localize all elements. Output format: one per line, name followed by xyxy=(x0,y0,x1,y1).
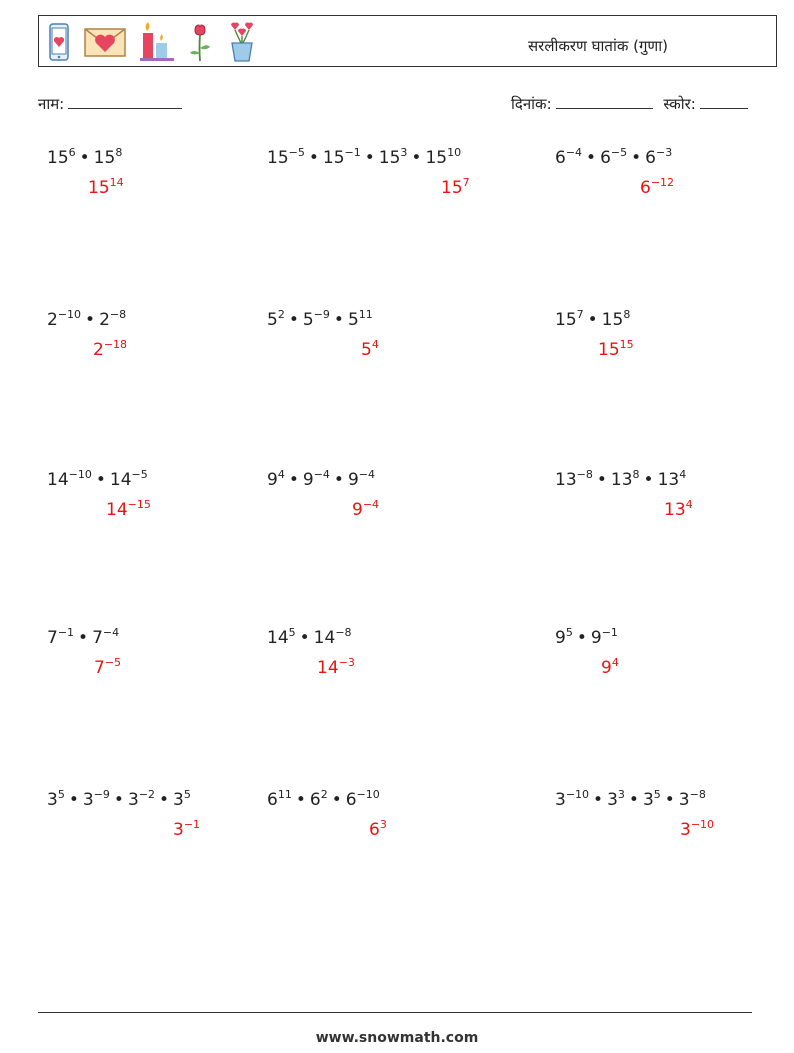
exponent: −8 xyxy=(109,308,127,321)
exponent: −5 xyxy=(288,146,305,159)
power-term xyxy=(602,310,631,330)
multiply-dot: • xyxy=(643,470,654,490)
problem-8 xyxy=(267,470,375,490)
base: 15 xyxy=(93,148,116,168)
power-term xyxy=(93,340,127,360)
exponent: −8 xyxy=(335,626,352,639)
power-term xyxy=(346,790,380,810)
answer-1 xyxy=(88,178,124,198)
exponent: 8 xyxy=(623,308,631,321)
exponent: −1 xyxy=(183,818,201,831)
power-term xyxy=(348,310,373,330)
multiply-dot: • xyxy=(331,790,342,810)
power-term xyxy=(591,628,618,648)
multiply-dot: • xyxy=(576,628,587,648)
multiply-dot: • xyxy=(158,790,170,810)
base: 9 xyxy=(267,470,278,490)
answer-11 xyxy=(317,658,355,678)
answer-2 xyxy=(441,178,470,198)
problem-4 xyxy=(47,310,126,330)
power-term xyxy=(664,500,693,520)
base: 9 xyxy=(347,470,359,490)
power-term xyxy=(555,148,582,168)
base: 3 xyxy=(127,790,139,810)
power-term xyxy=(379,148,408,168)
problem-10 xyxy=(47,628,119,648)
exponent: 5 xyxy=(183,788,191,801)
power-term xyxy=(267,148,305,168)
exponent: −10 xyxy=(356,788,380,801)
power-term xyxy=(645,148,672,168)
score-label: स्कोर: xyxy=(663,95,696,113)
header-icons xyxy=(47,20,259,64)
base: 6 xyxy=(640,178,651,198)
base: 7 xyxy=(92,628,103,648)
base: 14 xyxy=(47,470,69,490)
power-term xyxy=(267,310,285,330)
power-term xyxy=(47,470,92,490)
date-label: दिनांक: xyxy=(511,95,552,113)
power-term xyxy=(679,790,706,810)
base: 14 xyxy=(267,628,289,648)
problem-14 xyxy=(267,790,380,810)
rose-icon xyxy=(187,21,213,63)
exponent: 3 xyxy=(617,788,625,801)
base: 3 xyxy=(82,790,94,810)
power-term xyxy=(47,790,65,810)
base: 9 xyxy=(302,470,314,490)
exponent: 5 xyxy=(288,626,296,639)
base: 5 xyxy=(347,310,359,330)
base: 15 xyxy=(267,148,289,168)
base: 9 xyxy=(352,500,363,520)
name-label: नाम: xyxy=(38,95,65,113)
multiply-dot: • xyxy=(288,310,299,330)
exponent: −1 xyxy=(601,626,618,639)
exponent: −4 xyxy=(362,498,380,511)
base: 3 xyxy=(173,790,184,810)
power-term xyxy=(348,470,375,490)
exponent: 4 xyxy=(685,498,693,511)
answer-10 xyxy=(94,658,121,678)
answer-5 xyxy=(361,340,379,360)
date-blank[interactable] xyxy=(556,94,653,109)
exponent: −10 xyxy=(690,818,715,831)
base: 6 xyxy=(555,148,566,168)
exponent: −15 xyxy=(127,498,151,511)
exponent: 7 xyxy=(462,176,470,189)
multiply-dot: • xyxy=(308,148,319,168)
exponent: −3 xyxy=(655,146,673,159)
multiply-dot: • xyxy=(333,470,344,490)
power-term xyxy=(173,790,191,810)
base: 2 xyxy=(93,340,104,360)
base: 15 xyxy=(598,340,620,360)
base: 14 xyxy=(106,500,128,520)
power-term xyxy=(99,310,126,330)
exponent: −1 xyxy=(57,626,75,639)
power-term xyxy=(441,178,470,198)
power-term xyxy=(110,470,148,490)
exponent: −12 xyxy=(650,176,675,189)
power-term xyxy=(607,790,625,810)
power-term xyxy=(303,470,330,490)
answer-3 xyxy=(640,178,674,198)
power-term xyxy=(88,178,124,198)
exponent: −8 xyxy=(689,788,706,801)
problem-15 xyxy=(555,790,706,810)
exponent: 6 xyxy=(68,146,76,159)
exponent: 4 xyxy=(371,338,379,351)
worksheet-header xyxy=(38,15,777,67)
exponent: −1 xyxy=(344,146,361,159)
base: 15 xyxy=(378,148,401,168)
base: 6 xyxy=(345,790,357,810)
answer-14 xyxy=(369,820,387,840)
base: 13 xyxy=(664,500,686,520)
answer-8 xyxy=(352,500,379,520)
multiply-dot: • xyxy=(628,790,639,810)
power-term xyxy=(601,658,619,678)
exponent: 2 xyxy=(277,308,285,321)
exponent: 11 xyxy=(358,308,373,321)
answer-13 xyxy=(173,820,200,840)
base: 6 xyxy=(600,148,611,168)
power-term xyxy=(83,790,110,810)
exponent: −2 xyxy=(138,788,155,801)
base: 15 xyxy=(555,310,577,330)
power-term xyxy=(94,658,121,678)
power-term xyxy=(47,148,76,168)
base: 15 xyxy=(601,310,624,330)
answer-9 xyxy=(664,500,693,520)
multiply-dot: • xyxy=(593,790,604,810)
power-term xyxy=(555,628,573,648)
power-term xyxy=(267,470,285,490)
exponent: 7 xyxy=(576,308,584,321)
problem-12 xyxy=(555,628,618,648)
answer-15 xyxy=(680,820,714,840)
exponent: −10 xyxy=(68,468,92,481)
love-letter-icon xyxy=(83,25,127,59)
power-term xyxy=(369,820,387,840)
answer-7 xyxy=(106,500,151,520)
base: 7 xyxy=(94,658,105,678)
base: 15 xyxy=(441,178,463,198)
answer-4 xyxy=(93,340,127,360)
name-field[interactable] xyxy=(38,94,182,114)
power-term xyxy=(425,148,461,168)
base: 9 xyxy=(590,628,602,648)
power-term xyxy=(361,340,379,360)
base: 5 xyxy=(361,340,372,360)
base: 14 xyxy=(109,470,132,490)
multiply-dot: • xyxy=(586,148,597,168)
base: 3 xyxy=(642,790,654,810)
exponent: −9 xyxy=(93,788,110,801)
exponent: −4 xyxy=(102,626,120,639)
base: 13 xyxy=(555,470,577,490)
power-term xyxy=(106,500,151,520)
base: 3 xyxy=(47,790,58,810)
base: 15 xyxy=(47,148,69,168)
base: 15 xyxy=(425,148,448,168)
base: 9 xyxy=(601,658,612,678)
problem-2 xyxy=(267,148,461,168)
multiply-dot: • xyxy=(631,148,642,168)
base: 13 xyxy=(610,470,633,490)
base: 3 xyxy=(680,820,691,840)
base: 15 xyxy=(322,148,345,168)
problem-9 xyxy=(555,470,686,490)
power-term xyxy=(555,310,584,330)
base: 3 xyxy=(607,790,618,810)
power-term xyxy=(598,340,634,360)
base: 6 xyxy=(267,790,278,810)
phone-heart-icon xyxy=(47,22,71,62)
power-term xyxy=(658,470,687,490)
exponent: 5 xyxy=(653,788,661,801)
power-term xyxy=(317,658,355,678)
answer-6 xyxy=(598,340,634,360)
footer-divider xyxy=(38,1012,752,1013)
exponent: −9 xyxy=(313,308,330,321)
exponent: −4 xyxy=(313,468,330,481)
multiply-dot: • xyxy=(333,310,344,330)
multiply-dot: • xyxy=(113,790,124,810)
multiply-dot: • xyxy=(95,470,106,490)
power-term xyxy=(310,790,328,810)
base: 3 xyxy=(555,790,566,810)
exponent: 2 xyxy=(320,788,328,801)
power-term xyxy=(92,628,119,648)
exponent: 4 xyxy=(277,468,285,481)
exponent: 4 xyxy=(611,656,619,669)
multiply-dot: • xyxy=(295,790,306,810)
base: 6 xyxy=(309,790,321,810)
exponent: 8 xyxy=(115,146,123,159)
candles-icon xyxy=(139,21,175,63)
exponent: −3 xyxy=(338,656,355,669)
power-term xyxy=(314,628,352,648)
exponent: 3 xyxy=(379,818,387,831)
problem-7 xyxy=(47,470,148,490)
multiply-dot: • xyxy=(664,790,675,810)
exponent: 10 xyxy=(447,146,462,159)
base: 15 xyxy=(88,178,110,198)
exponent: −5 xyxy=(131,468,148,481)
exponent: 15 xyxy=(619,338,634,351)
power-term xyxy=(323,148,361,168)
worksheet-title: सरलीकरण घातांक (गुणा) xyxy=(528,37,668,55)
multiply-dot: • xyxy=(68,790,79,810)
exponent: −18 xyxy=(103,338,128,351)
base: 14 xyxy=(317,658,339,678)
problem-13 xyxy=(47,790,191,810)
exponent: 11 xyxy=(277,788,292,801)
power-term xyxy=(643,790,661,810)
power-term xyxy=(303,310,330,330)
power-term xyxy=(640,178,674,198)
power-term xyxy=(173,820,200,840)
base: 9 xyxy=(555,628,566,648)
power-term xyxy=(47,310,81,330)
base: 3 xyxy=(678,790,690,810)
exponent: 3 xyxy=(400,146,408,159)
multiply-dot: • xyxy=(364,148,375,168)
exponent: 5 xyxy=(565,626,573,639)
base: 3 xyxy=(173,820,184,840)
base: 5 xyxy=(302,310,314,330)
power-term xyxy=(555,790,589,810)
answer-12 xyxy=(601,658,619,678)
power-term xyxy=(94,148,123,168)
multiply-dot: • xyxy=(85,310,96,330)
power-term xyxy=(128,790,155,810)
base: 2 xyxy=(47,310,58,330)
base: 6 xyxy=(645,148,656,168)
problem-5 xyxy=(267,310,373,330)
multiply-dot: • xyxy=(411,148,422,168)
power-term xyxy=(600,148,627,168)
power-term xyxy=(555,470,593,490)
problem-6 xyxy=(555,310,630,330)
multiply-dot: • xyxy=(596,470,607,490)
problem-3 xyxy=(555,148,672,168)
multiply-dot: • xyxy=(79,148,90,168)
exponent: −4 xyxy=(565,146,583,159)
power-term xyxy=(611,470,640,490)
power-term xyxy=(267,790,292,810)
base: 13 xyxy=(657,470,680,490)
power-term xyxy=(47,628,74,648)
problem-1 xyxy=(47,148,122,168)
multiply-dot: • xyxy=(299,628,310,648)
exponent: 4 xyxy=(679,468,687,481)
power-term xyxy=(352,500,379,520)
multiply-dot: • xyxy=(288,470,299,490)
exponent: −4 xyxy=(358,468,375,481)
exponent: 14 xyxy=(109,176,124,189)
multiply-dot: • xyxy=(587,310,598,330)
exponent: 8 xyxy=(632,468,640,481)
exponent: −5 xyxy=(610,146,628,159)
base: 6 xyxy=(369,820,380,840)
flower-pot-icon xyxy=(225,21,259,63)
power-term xyxy=(267,628,296,648)
footer-url: www.snowmath.com xyxy=(315,1030,479,1046)
exponent: −5 xyxy=(104,656,122,669)
base: 2 xyxy=(99,310,110,330)
base: 7 xyxy=(47,628,58,648)
multiply-dot: • xyxy=(78,628,89,648)
power-term xyxy=(680,820,714,840)
exponent: −10 xyxy=(565,788,590,801)
exponent: −10 xyxy=(57,308,82,321)
base: 14 xyxy=(313,628,336,648)
problem-11 xyxy=(267,628,352,648)
date-score-fields xyxy=(511,94,748,114)
base: 5 xyxy=(267,310,278,330)
exponent: 5 xyxy=(57,788,65,801)
name-blank[interactable] xyxy=(68,94,182,109)
score-blank[interactable] xyxy=(700,94,748,109)
exponent: −8 xyxy=(576,468,593,481)
